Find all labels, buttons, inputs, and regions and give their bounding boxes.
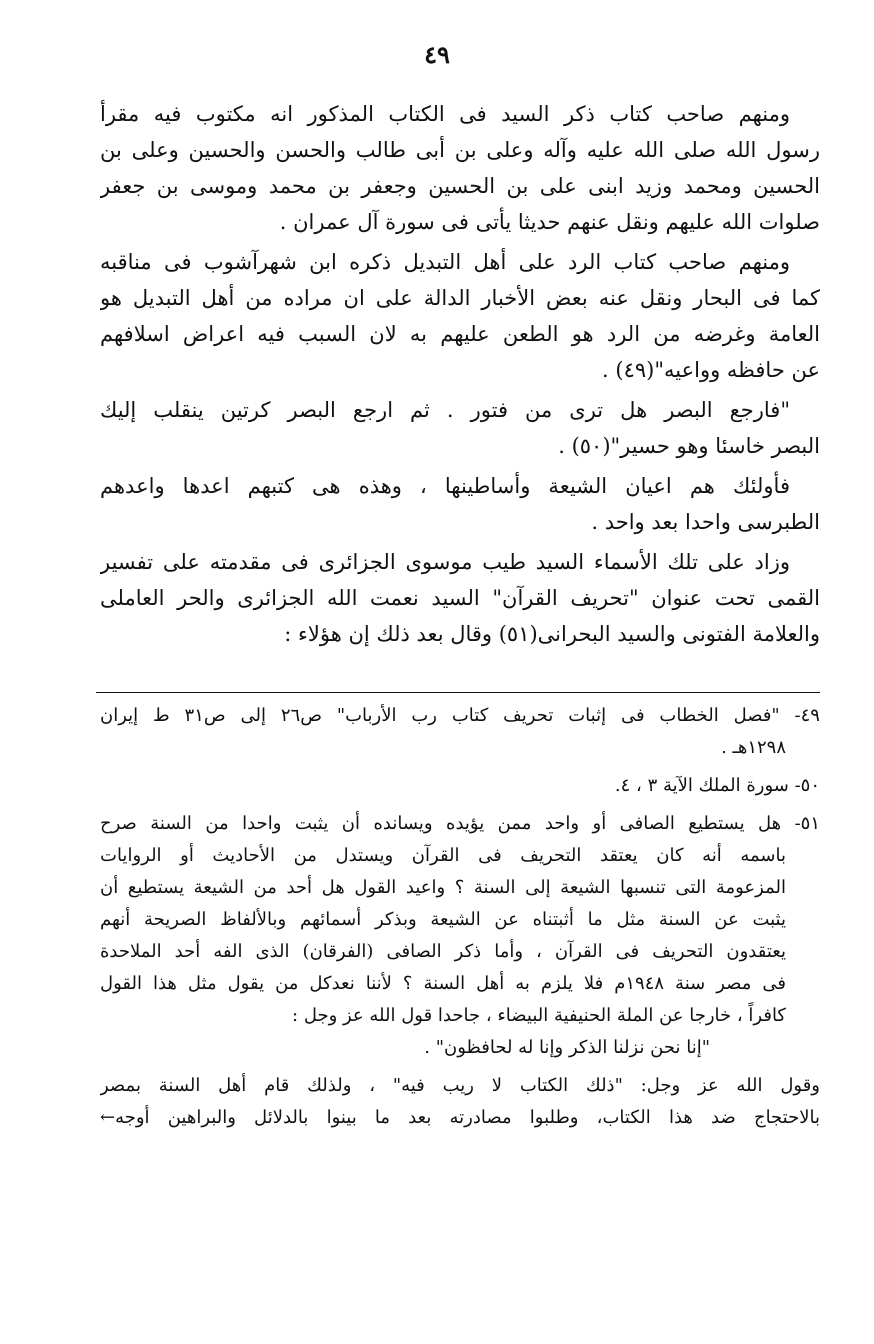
- page-number: ٤٩: [424, 40, 450, 69]
- text-line: القمى تحت عنوان "تحريف القرآن" السيد نعمت الله الجزائرى والحر العاملى: [100, 586, 820, 610]
- footnote-line: المزعومة التى تنسبها الشيعة إلى السنة ؟ واعيد القول هل أحد من الشيعة يستطيع أن: [100, 877, 786, 898]
- text-line: صلوات الله عليهم ونقل عنهم حديثا يأتى فى سورة آل عمران .: [279, 210, 820, 234]
- footnote-line: ٤٩- "فصل الخطاب فى إثبات تحريف كتاب رب الأرباب" ص٢٦ إلى ص٣١ ط إيران: [100, 705, 820, 726]
- footnote-line: باسمه أنه كان يعتقد التحريف فى القرآن ويستدل من الأحاديث أو الروايات: [100, 845, 786, 866]
- text-line: ومنهم صاحب كتاب الرد على أهل التبديل ذكره ابن شهرآشوب فى مناقبه: [100, 250, 790, 274]
- text-line: البصر خاسئا وهو حسير"(٥٠) .: [558, 434, 820, 458]
- footnote-line: ٥١- هل يستطيع الصافى أو واحد ممن يؤيده ويسانده أن يثبت واحدا من السنة صرح: [100, 813, 820, 834]
- footnote-49: [100, 700, 820, 764]
- footnote-line: ٥٠- سورة الملك الآية ٣ ، ٤.: [614, 775, 820, 796]
- paragraph: [100, 96, 820, 240]
- footnote-line: يثبت عن السنة مثل ما أثبتناه عن الشيعة وبذكر أسمائهم وبالألفاظ الصريحة أنهم: [100, 909, 786, 930]
- footnote-divider: [96, 692, 820, 693]
- footnote-line: ١٢٩٨هـ .: [721, 737, 786, 758]
- footnote-quote-line: "إنا نحن نزلنا الذكر وإنا له لحافظون" .: [424, 1037, 710, 1058]
- footnote-51: [100, 808, 820, 1134]
- text-line: الحسين ومحمد وزيد ابنى على بن الحسين وجعفر بن محمد وموسى بن جعفر: [100, 174, 820, 198]
- text-line: فأولئك هم اعيان الشيعة وأساطينها ، وهذه هى كتبهم اعدها واعدهم: [100, 474, 790, 498]
- text-line: "فارجع البصر هل ترى من فتور . ثم ارجع البصر كرتين ينقلب إليك: [100, 398, 790, 422]
- text-line: كما فى البحار ونقل عنه بعض الأخبار الدالة على ان مراده من أهل التبديل هو: [100, 286, 820, 310]
- footnote-line: فى مصر سنة ١٩٤٨م فلا يلزم به أهل السنة ؟ لأننا نعدكل من يقول مثل هذا القول: [100, 973, 786, 994]
- text-line: عن حافظه وواعيه"(٤٩) .: [602, 358, 820, 382]
- text-line: رسول الله صلى الله عليه وآله وعلى بن أبى طالب والحسن والحسين وعلى بن: [100, 138, 820, 162]
- footnote-line: يعتقدون التحريف فى القرآن ، وأما ذكر الصافى (الفرقان) الذى الفه أحد الملاحدة: [100, 941, 786, 962]
- text-line: ومنهم صاحب كتاب ذكر السيد فى الكتاب المذكور انه مكتوب فيه مقرأ: [100, 102, 790, 126]
- paragraph: [100, 544, 820, 652]
- text-line: وزاد على تلك الأسماء السيد طيب موسوى الجزائرى فى مقدمته على تفسير: [100, 550, 790, 574]
- main-text: [100, 96, 820, 652]
- footnote-line: وقول الله عز وجل: "ذلك الكتاب لا ريب فيه" ، ولذلك قام أهل السنة بمصر: [100, 1075, 820, 1096]
- footnote-50: [100, 770, 820, 802]
- quran-quote: [100, 392, 820, 464]
- paragraph: [100, 468, 820, 540]
- text-line: والعلامة الفتونى والسيد البحرانى(٥١) وقال بعد ذلك إن هؤلاء :: [284, 622, 820, 646]
- footnote-line: كافراً ، خارجا عن الملة الحنيفية البيضاء ، جاحدا قول الله عز وجل :: [292, 1005, 786, 1026]
- text-line: العامة وغرضه من الرد هو الطعن عليهم به لان السبب فيه اعراض اسلافهم: [100, 322, 820, 346]
- footnote-line: بالاحتجاج ضد هذا الكتاب، وطلبوا مصادرته بعد ما بينوا بالدلائل والبراهين أوجه←: [100, 1107, 820, 1128]
- text-line: الطبرسى واحدا بعد واحد .: [591, 510, 820, 534]
- footnotes: [100, 700, 820, 1134]
- paragraph: [100, 244, 820, 388]
